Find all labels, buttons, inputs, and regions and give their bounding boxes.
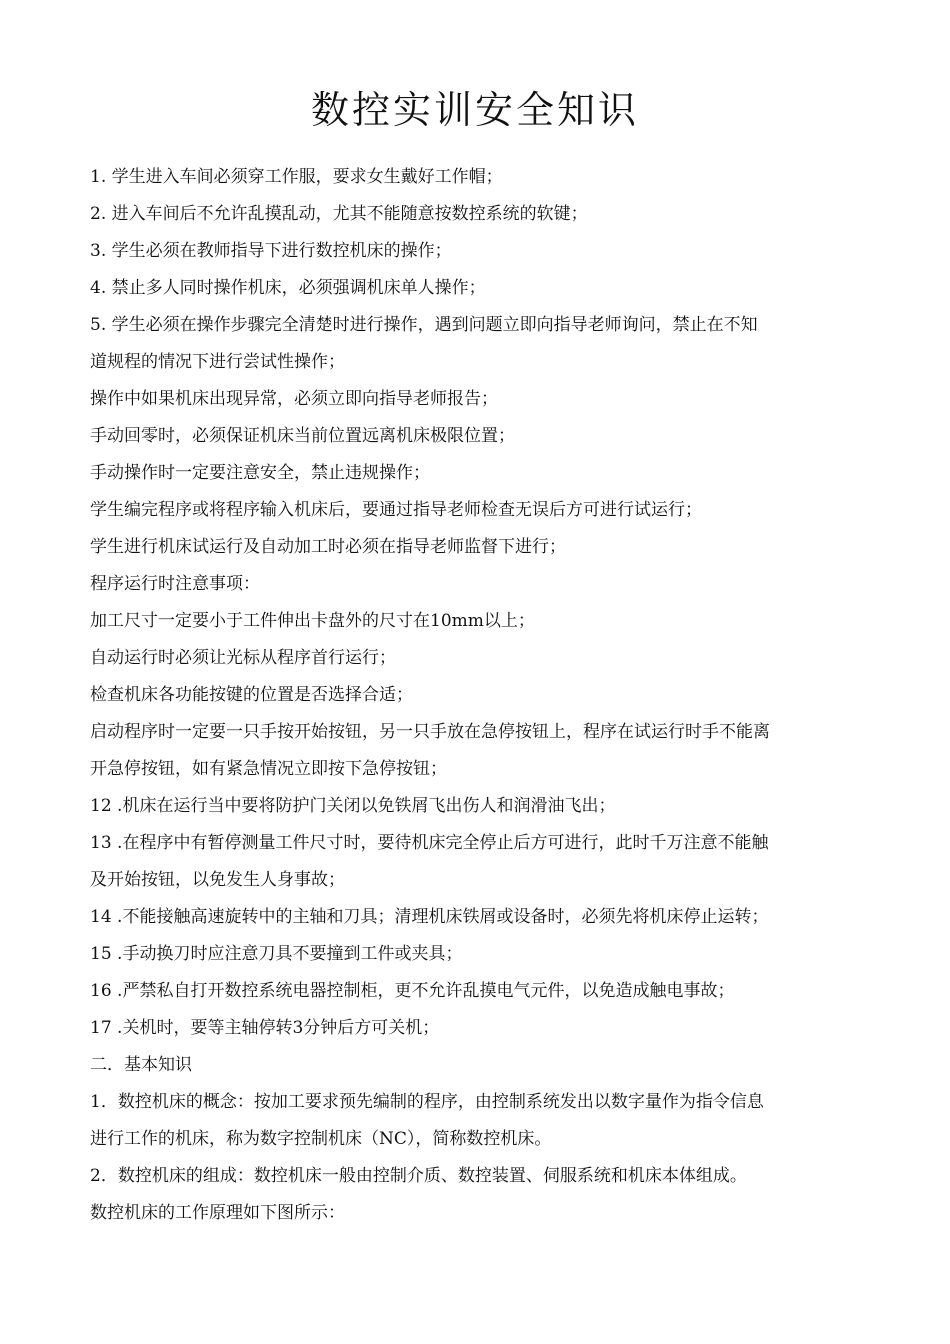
document-body — [90, 159, 880, 1232]
text-line: 17 .关机时，要等主轴停转3分钟后方可关机； — [90, 1018, 440, 1038]
document-title: 数控实训安全知识 — [310, 88, 639, 132]
text-line: 及开始按钮，以免发生人身事故； — [90, 870, 345, 890]
text-line: 14 .不能接触高速旋转中的主轴和刀具；清理机床铁屑或设备时，必须先将机床停止运转； — [90, 907, 769, 927]
text-line: 自动运行时必须让光标从程序首行运行； — [90, 648, 396, 668]
text-line: 12 .机床在运行当中要将防护门关闭以免铁屑飞出伤人和润滑油飞出； — [90, 796, 616, 816]
text-line: 加工尺寸一定要小于工件伸出卡盘外的尺寸在10mm以上； — [90, 611, 535, 631]
text-line: 16 .严禁私自打开数控系统电器控制柜，更不允许乱摸电气元件，以免造成触电事故； — [90, 981, 735, 1001]
text-line: 2．数控机床的组成：数控机床一般由控制介质、数控装置、伺服系统和机床本体组成。 — [90, 1166, 747, 1186]
text-line: 2. 进入车间后不允许乱摸乱动，尤其不能随意按数控系统的软键； — [90, 204, 588, 224]
text-line: 手动回零时，必须保证机床当前位置远离机床极限位置； — [90, 426, 515, 446]
text-line: 1．数控机床的概念：按加工要求预先编制的程序，由控制系统发出以数字量作为指令信息 — [90, 1092, 764, 1112]
text-line: 学生进行机床试运行及自动加工时必须在指导老师监督下进行； — [90, 537, 566, 557]
text-line: 进行工作的机床，称为数字控制机床（NC），简称数控机床。 — [90, 1129, 552, 1149]
text-line: 1. 学生进入车间必须穿工作服，要求女生戴好工作帽； — [90, 167, 503, 187]
text-line: 道规程的情况下进行尝试性操作； — [90, 352, 345, 372]
text-line: 启动程序时一定要一只手按开始按钮，另一只手放在急停按钮上，程序在试运行时手不能离 — [90, 722, 770, 742]
text-line: 手动操作时一定要注意安全，禁止违规操作； — [90, 463, 430, 483]
text-line: 数控机床的工作原理如下图所示： — [90, 1203, 345, 1223]
text-line: 开急停按钮，如有紧急情况立即按下急停按钮； — [90, 759, 447, 779]
text-line: 13 .在程序中有暂停测量工件尺寸时，要待机床完全停止后方可进行，此时千万注意不能触 — [90, 833, 769, 853]
text-line: 15 .手动换刀时应注意刀具不要撞到工件或夹具； — [90, 944, 463, 964]
text-line: 5. 学生必须在操作步骤完全清楚时进行操作，遇到问题立即向指导老师询问，禁止在不知 — [90, 315, 758, 335]
text-line: 操作中如果机床出现异常，必须立即向指导老师报告； — [90, 389, 498, 409]
section-heading: 二．基本知识 — [90, 1055, 192, 1075]
text-line: 学生编完程序或将程序输入机床后，要通过指导老师检查无误后方可进行试运行； — [90, 500, 702, 520]
text-line: 程序运行时注意事项： — [90, 574, 260, 594]
text-line: 检查机床各功能按键的位置是否选择合适； — [90, 685, 413, 705]
text-line: 4. 禁止多人同时操作机床，必须强调机床单人操作； — [90, 278, 486, 298]
text-line: 3. 学生必须在教师指导下进行数控机床的操作； — [90, 241, 452, 261]
